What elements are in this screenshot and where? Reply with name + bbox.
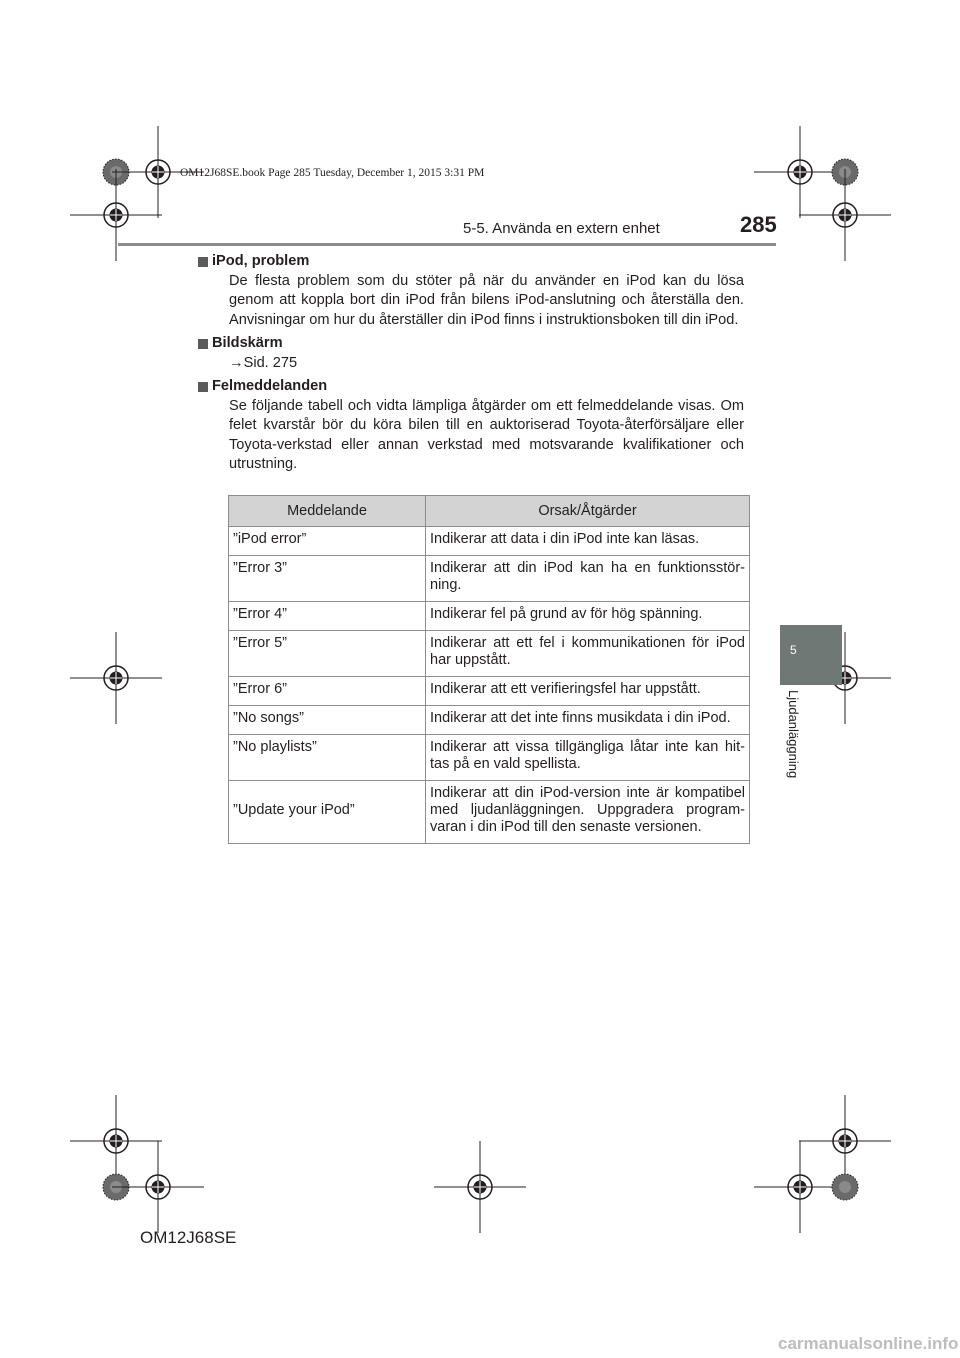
chapter-tab-number: 5: [790, 643, 797, 657]
cause-cell: Indikerar att vissa tillgängliga låtar inte kan hit- tas på en vald spellista.: [426, 735, 750, 781]
watermark: carmanualsonline.info: [778, 1334, 959, 1353]
page-reference-link[interactable]: →Sid. 275: [229, 354, 298, 371]
cause-cell: Indikerar att det inte finns musikdata i din iPod.: [426, 706, 750, 735]
cause-cell: Indikerar att ett fel i kommunikationen för iPod har uppstått.: [426, 631, 750, 677]
message-cell: ”Error 5”: [229, 631, 426, 677]
section-heading: Bildskärm: [198, 334, 744, 354]
table-row: [229, 735, 750, 781]
section-ipod-problem: [212, 252, 744, 330]
table-row: [229, 781, 750, 844]
cause-cell: Indikerar att din iPod kan ha en funktionsstör- ning.: [426, 556, 750, 602]
cause-cell: Indikerar att data i din iPod inte kan läsas.: [426, 527, 750, 556]
message-cell: ”Update your iPod”: [229, 781, 426, 844]
message-cell: ”No songs”: [229, 706, 426, 735]
section-error-messages: [212, 377, 744, 475]
message-cell: ”Error 6”: [229, 677, 426, 706]
cause-cell: Indikerar fel på grund av för hög spänning.: [426, 602, 750, 631]
section-header: 5-5. Använda en extern enhet: [463, 220, 660, 237]
cause-cell: Indikerar att ett verifieringsfel har uppstått.: [426, 677, 750, 706]
column-header-cause: Orsak/Åtgärder: [426, 496, 750, 527]
bullet-square-icon: [198, 257, 208, 267]
message-cell: ”No playlists”: [229, 735, 426, 781]
section-heading: iPod, problem: [198, 252, 744, 272]
section-display: [212, 334, 744, 373]
message-cell: ”Error 3”: [229, 556, 426, 602]
print-stamp: OM12J68SE.book Page 285 Tuesday, December 1, 2015 3:31 PM: [180, 167, 485, 179]
header-rule: [118, 243, 776, 246]
section-text: De flesta problem som du stöter på när du använder en iPod kan du lösa genom att koppla bort din iPod från bilens iPod-anslutning och återställa den. Anvisningar om hur du återställer din iPod finns i instruktionsboken till din iPod.: [229, 272, 744, 328]
section-heading: Felmeddelanden: [198, 377, 744, 397]
table-row: [229, 527, 750, 556]
table-row: [229, 631, 750, 677]
error-message-table: [228, 495, 750, 844]
section-text: Se följande tabell och vidta lämpliga åtgärder om ett felmeddelande visas. Om felet kvarstår bör du köra bilen till en auktoriserad Toyota-återförsäljare eller Toyota-verkstad eller annan verkstad med motsvarande kvalifikationer och utrustning.: [229, 397, 744, 472]
table-header-row: [229, 496, 750, 527]
table-row: [229, 677, 750, 706]
table-row: [229, 602, 750, 631]
table-row: [229, 706, 750, 735]
chapter-side-label: Ljudanläggning: [786, 690, 801, 779]
bullet-square-icon: [198, 339, 208, 349]
table-row: [229, 556, 750, 602]
message-cell: ”iPod error”: [229, 527, 426, 556]
page-body: [212, 252, 744, 479]
page-number: 285: [740, 212, 777, 237]
cause-cell: Indikerar att din iPod-version inte är kompatibel med ljudanläggningen. Uppgradera program- varan i din iPod till den senaste versionen.: [426, 781, 750, 844]
manual-code: OM12J68SE: [140, 1228, 237, 1247]
message-cell: ”Error 4”: [229, 602, 426, 631]
column-header-message: Meddelande: [229, 496, 426, 527]
bullet-square-icon: [198, 382, 208, 392]
